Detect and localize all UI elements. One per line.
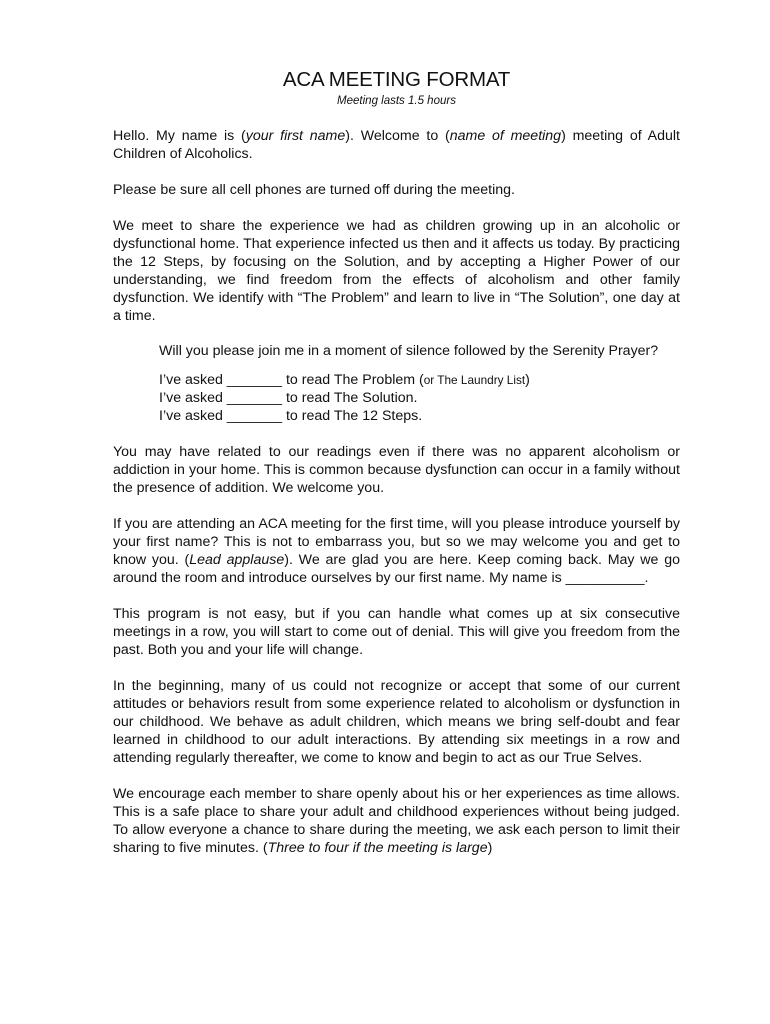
intro-text-2: ). Welcome to ( [345, 128, 450, 144]
intro-text-3: ) meeting of Adult Children of Alcoholics. [113, 128, 680, 162]
encourage-text-2: ) [487, 840, 493, 856]
reader-line-problem-text: I’ve asked _______ to read The Problem ( [159, 372, 424, 388]
intro-text-1: Hello. My name is ( [113, 128, 246, 144]
lead-applause-note: Lead applause [189, 552, 285, 568]
reader-line-problem-close: ) [525, 372, 530, 388]
page-title: ACA MEETING FORMAT [282, 68, 511, 91]
first-time-paragraph [113, 515, 680, 587]
purpose-paragraph: We meet to share the experience we had as children growing up in an alcoholic or dysfunctional home. That experience infected us then and it affects us today. By practicing the 12 Steps, by focusing on the Solution, and by accepting a Higher Power of our understanding, we find freedom from the effects of alcoholism and other family dysfunction. We identify with “The Problem” and learn to live in “The Solution”, one day at a time. [113, 218, 680, 324]
related-paragraph: You may have related to our readings even if there was no apparent alcoholism or addiction in your home. This is common because dysfunction can occur in a family without the presence of addition. We welcome you. [113, 444, 680, 496]
intro-paragraph [113, 127, 680, 163]
reader-line-problem [159, 371, 680, 389]
beginning-paragraph: In the beginning, many of us could not recognize or accept that some of our current attitudes or behaviors result from some experience related to alcoholism or dysfunction in our childhood. We behave as adult children, which means we bring self-doubt and fear learned in childhood to our adult interactions. By attending six meetings in a row and attending regularly thereafter, we come to know and begin to act as our True Selves. [113, 678, 680, 766]
page-subtitle: Meeting lasts 1.5 hours [337, 95, 456, 107]
first-time-text-1: If you are attending an ACA meeting for the first time, will you please introduce yourself by your first name? This is not to embarrass you, but so we may welcome you and get to know you. ( [113, 516, 680, 568]
reader-line-solution: I’ve asked _______ to read The Solution. [159, 390, 418, 406]
program-paragraph: This program is not easy, but if you can handle what comes up at six consecutive meetings in a row, you will start to come out of denial. This will give you freedom from the past. Both you and your life will change. [113, 606, 680, 658]
intro-placeholder-meeting: name of meeting [449, 128, 562, 144]
encourage-paragraph [113, 785, 680, 857]
first-time-text-2: ). We are glad you are here. Keep coming back. May we go around the room and introduce ourselves by our first name. My name is __________. [113, 552, 681, 586]
large-meeting-note: Three to four if the meeting is large [267, 840, 488, 856]
phones-paragraph: Please be sure all cell phones are turned off during the meeting. [113, 182, 515, 198]
reader-line-steps: I’ve asked _______ to read The 12 Steps. [159, 408, 423, 424]
encourage-text-1: We encourage each member to share openly about his or her experiences as time allows. This is a safe place to share your adult and childhood experiences without being judged. To allow everyone a chance to share during the meeting, we ask each person to limit their sharing to five minutes. ( [113, 786, 680, 856]
intro-placeholder-name: your first name [245, 128, 346, 144]
readers-list [159, 371, 680, 425]
laundry-list-note: or The Laundry List [423, 373, 526, 387]
document-page [113, 68, 680, 857]
silence-paragraph: Will you please join me in a moment of silence followed by the Serenity Prayer? [159, 343, 659, 359]
